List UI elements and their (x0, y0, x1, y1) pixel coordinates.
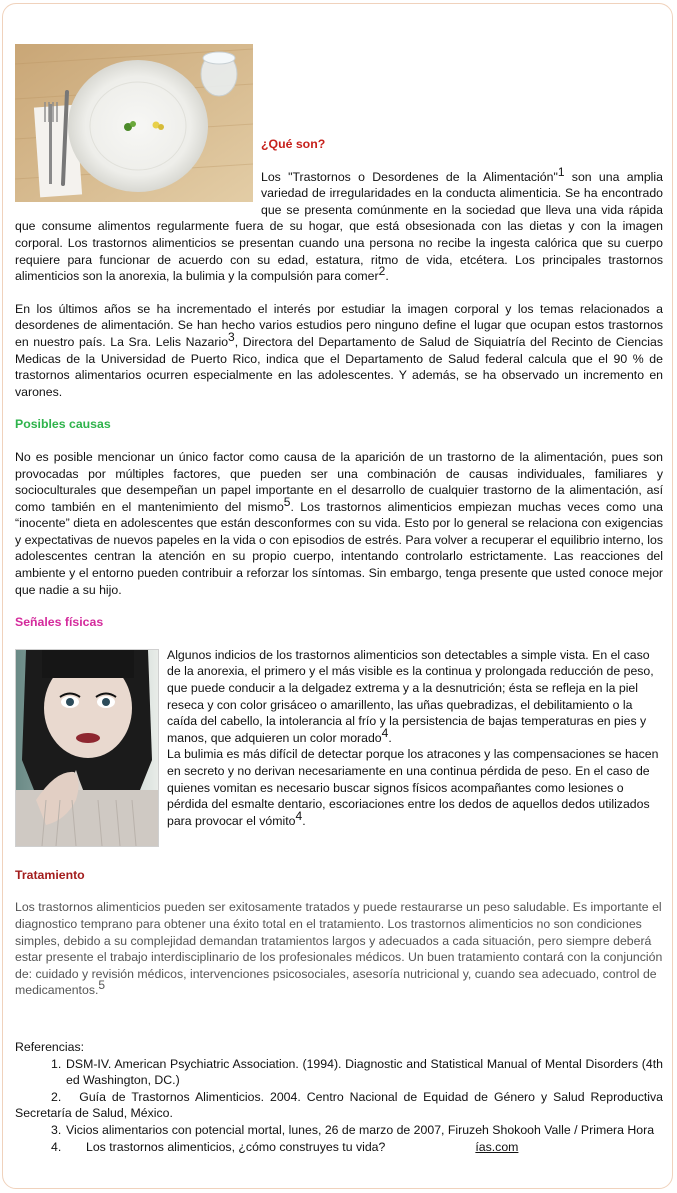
girl-portrait-image (15, 649, 159, 847)
footnote-ref: 4 (295, 808, 303, 823)
reference-number: 1. (51, 1056, 62, 1071)
empty-plate-image (15, 44, 253, 202)
heading-tratamiento: Tratamiento (15, 867, 85, 882)
footnote-ref: 4 (381, 725, 389, 740)
reference-number: 3. (51, 1122, 62, 1137)
paragraph-tratamiento (15, 899, 663, 999)
period: . (388, 730, 392, 745)
heading-que-son: ¿Qué son? (261, 137, 326, 151)
reference-item (15, 1122, 663, 1139)
heading-senales-fisicas: Señales físicas (15, 615, 104, 630)
reference-item (15, 1139, 663, 1156)
footnote-ref: 2 (378, 264, 386, 279)
references-list (15, 1056, 663, 1156)
que-son-2-text-b: , Directora del Departamento de Salud de Siquiatría del Recinto de Ciencias Medicas de la Universidad de Puerto Rico, indica que el Departamento de Salud federal calcula que el 90 % de trastornos alimentarios ocurren especialmente en las adolescentes. Y además, se ha observado un incremento en varones. (15, 334, 663, 399)
heading-posibles-causas: Posibles causas (15, 417, 111, 432)
paragraph-posibles-causas (15, 449, 663, 598)
que-son-text-b: son una amplia variedad de irregularidades en la conducta alimenticia. Se ha encontrado que se presenta comúnmente en la sociedad que lleva una vida rápida que consume alimentos regularmente fuera de su hogar, que está obsesionada con las dietas y con la imagen corporal. Los trastornos alimenticios se presentan cuando una persona no recibe la ingesta calórica que su cuerpo requiere para funcionar de acuerdo con su edad, estatura, ritmo de vida, etcétera. Los principales trastornos alimenticios son la anorexia, la bulimia y la compulsión para comer (15, 169, 663, 284)
reference-number: 2. (51, 1089, 62, 1104)
page-frame (2, 3, 673, 1189)
reference-text: DSM-IV. American Psychiatric Association. (1994). Diagnostic and Statistical Manual of Mental Disorders (4th ed Washington, DC.) (66, 1056, 663, 1088)
senales-text-a: Algunos indicios de los trastornos alimenticios son detectables a simple vista. En el caso de la anorexia, el primero y el más visible es la continua y prolongada reducción de peso, que puede conducir a la delgadez extrema y a la desnutrición; ésta se refleja en la piel reseca y con color grisáceo o amarillento, las uñas quebradizas, el debilitamiento o la caída del cabello, la intolerancia al frío y la persistencia de bajas temperaturas en pies y manos, que adquieren un color morado (167, 647, 654, 745)
reference-item (15, 1056, 663, 1089)
footnote-ref: 1 (557, 164, 565, 179)
footnote-ref: 3 (228, 329, 235, 344)
footnote-ref: 5 (98, 978, 106, 993)
reference-text: Los trastornos alimenticios, ¿cómo construyes tu vida? (86, 1139, 386, 1154)
reference-item (15, 1089, 663, 1122)
period: . (385, 269, 389, 284)
period: . (302, 813, 306, 828)
reference-number: 4. (51, 1139, 62, 1154)
reference-link[interactable]: ías.com (475, 1139, 519, 1154)
reference-text: Guía de Trastornos Alimenticios. 2004. Centro Nacional de Equidad de Género y Salud Reproductiva Secretaría de Salud, México. (15, 1089, 663, 1121)
senales-2-text-a: La bulimia es más difícil de detectar porque los atracones y las compensaciones se hacen en secreto y no derivan necesariamente en una continua pérdida de peso. En el caso de quienes vomitan es necesario buscar signos físicos acompañantes como lesiones o pérdida del esmalte dentario, escoriaciones entre los dedos de aquellos dedos utilizados para provocar el vómito (167, 747, 659, 828)
reference-text: Vicios alimentarios con potencial mortal, lunes, 26 de marzo de 2007, Firuzeh Shokooh Valle / Primera Hora (66, 1122, 655, 1137)
que-son-2-text-a: En los últimos años se ha incrementado el interés por estudiar la imagen corporal y los temas relacionados a desordenes de alimentación. Se han hecho varios estudios pero ninguno define el lugar que ocupan estos trastornos en nuestro país. La Sra. Lelis Nazario (15, 301, 663, 349)
article-content (15, 40, 663, 1155)
references-label: Referencias: (15, 1040, 85, 1054)
tratamiento-text: Los trastornos alimenticios pueden ser exitosamente tratados y puede restaurarse un peso saludable. Es importante el diagnostico temprano para obtener una éxito total en el tratamiento. Los trastornos alimenticios no son condiciones simples, debido a su complejidad demandan tratamientos largos y adecuados a cada situación, pero siempre deberá estar presente el trabajo interdisciplinario de los profesionales médicos. Un buen tratamiento contará con la conjunción de: cuidado y revisión médicos, intervenciones psicosociales, asesoría nutricional y, cuando sea adecuado, control de medicamentos. (15, 900, 663, 998)
footnote-ref: 5 (283, 494, 291, 509)
causas-text-a: No es posible mencionar un único factor como causa de la aparición de un trastorno de la alimentación, pues son provocadas por múltiples factores, que pueden ser una combinación de causas individuales, familiares y socioculturales que desempeñan un papel importante en el desarrollo de cualquier trastorno de la alimentación, así como también en el mantenimiento del mismo (15, 449, 663, 514)
causas-text-b: . Los trastornos alimenticios empiezan muchas veces como una “inocente” dieta en adolescentes que están desconformes con su vida. Esto por lo general se relaciona con exigencias y expectativas de nuevos papeles en la vida o con episodios de estrés. Para volver a recuperar el equilibrio interno, los adolescentes centran la atención en su propio cuerpo, intentando controlarlo estrictamente. Las reacciones del ambiente y el entorno pueden contribuir a reforzar los síntomas. Sin embargo, tenga presente que usted conoce mejor que nadie a su hijo. (15, 499, 664, 597)
paragraph-que-son-2 (15, 301, 663, 401)
que-son-text-a: Los "Trastornos o Desordenes de la Alimentación" (261, 169, 558, 184)
